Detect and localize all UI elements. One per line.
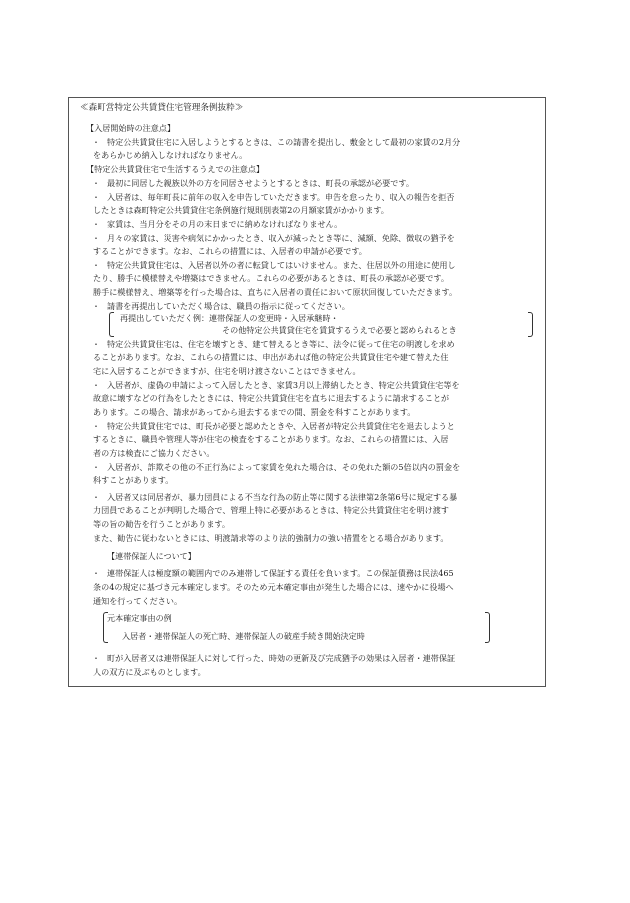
text-line: 【連帯保証人について】	[107, 551, 196, 561]
bullet-mark: ・	[92, 493, 100, 502]
text-line: 最初に同居した親族以外の方を同居させようとするときは、町長の承認が必要です。	[107, 178, 414, 188]
bullet-mark: ・	[92, 463, 100, 472]
bracket-right	[485, 612, 490, 643]
text-line: 力団員であることが判明した場合で、管理上特に必要があるときは、特定公共賃貸住宅を明け渡す	[93, 505, 449, 515]
text-line: また、勧告に従わないときには、明渡請求等のより法的強制力の強い措置をとる場合があります。	[93, 533, 449, 543]
text-line: 元本確定事由の例	[107, 613, 172, 623]
bullet-mark: ・	[92, 422, 100, 431]
bullet-mark: ・	[92, 302, 100, 311]
text-line: 入居者又は同居者が、暴力団員による不当な行為の防止等に関する法律第2条第6号に規定する暴	[107, 492, 458, 502]
document-title: ≪森町営特定公共賃貸住宅管理条例抜粋≫	[80, 103, 244, 113]
bullet-mark: ・	[92, 179, 100, 188]
text-line: 等の旨の勧告を行うことがあります。	[93, 519, 230, 529]
bullet-mark: ・	[92, 261, 100, 270]
text-line: 家賃は、当月分をその月の末日までに納めなければなりません。	[107, 219, 343, 229]
text-line: 通知を行ってください。	[93, 596, 183, 606]
text-line: したときは森町特定公共賃貸住宅条例施行規則別表第2の月額家賃がかかります。	[93, 205, 389, 215]
text-line: あります。この場合、請求があってから退去するまでの間、罰金を科すことがあります。	[93, 407, 416, 417]
text-line: たり、勝手に模様替えや増築はできません。これらの必要があるときは、町長の承認が必要です。	[93, 273, 449, 283]
text-line: 特定公共賃貸住宅は、入居者以外の者に転貸してはいけません。また、住居以外の用途に使用し	[107, 260, 456, 270]
text-line: 再提出していただく例：連帯保証人の変更時・入居承継時・	[120, 313, 339, 323]
text-line: することができます。なお、これらの措置には、入居者の申請が必要です。	[93, 246, 367, 256]
text-line: 入居者・連帯保証人の死亡時、連帯保証人の破産手続き開始決定時	[122, 631, 365, 641]
text-line: 特定公共賃貸住宅では、町長が必要と認めたときや、入居者が特定公共賃貸住宅を退去しようと	[107, 421, 455, 431]
text-line: 町が入居者又は連帯保証人に対して行った、時効の更新及び完成猶予の効果は入居者・連帯保証	[107, 653, 456, 663]
text-line: 【特定公共賃貸住宅で生活するうえでの注意点】	[86, 164, 265, 174]
text-line: 人の双方に及ぶものとします。	[93, 667, 206, 677]
text-line: 連帯保証人は極度額の範囲内でのみ連帯して保証する責任を負います。この保証債務は民法465	[107, 568, 454, 578]
text-line: 請書を再提出していただく場合は、職員の指示に従ってください。	[107, 301, 350, 311]
text-line: 特定公共賃貸住宅は、住宅を壊すとき、建て替えるとき等に、法令に従って住宅の明渡しを求め	[107, 339, 455, 349]
bullet-mark: ・	[92, 654, 100, 663]
bracket-right	[528, 312, 533, 337]
text-line: その他特定公共賃貸住宅を賃貸するうえで必要と認められるとき	[222, 325, 457, 335]
text-line: 入居者は、毎年町長に前年の収入を申告していただきます。申告を怠ったり、収入の報告を拒否	[107, 192, 455, 202]
bullet-mark: ・	[92, 340, 100, 349]
text-line: 故意に壊すなどの行為をしたときには、特定公共賃貸住宅を直ちに退去するように請求することが	[93, 393, 450, 403]
text-line: 特定公共賃貸住宅に入居しようとするときは、この請書を提出し、敷金として最初の家賃の2月分	[107, 137, 461, 147]
bracket-left	[103, 612, 108, 643]
text-line: 【入居開始時の注意点】	[86, 123, 176, 133]
bullet-mark: ・	[92, 381, 100, 390]
bracket-left	[109, 312, 114, 337]
text-line: 宅に入居することができますが、住宅を明け渡さないことはできません。	[93, 366, 361, 376]
text-line: ることがあります。なお、これらの措置には、申出があれば他の特定公共賃貸住宅や建て替えた住	[93, 352, 449, 362]
text-line: をあらかじめ納入しなければなりません。	[93, 150, 248, 160]
text-line: 月々の家賃は、災害や病気にかかったとき、収入が減ったとき等に、減額、免除、徴収の猶予を	[107, 233, 455, 243]
text-line: 条の4の規定に基づき元本確定します。そのため元本確定事由が発生した場合には、速やかに役場へ	[93, 582, 454, 592]
text-line: 入居者が、虚偽の申請によって入居したとき、家賃3月以上滞納したとき、特定公共賃貸住宅等を	[107, 380, 460, 390]
bullet-mark: ・	[92, 193, 100, 202]
text-line: 科すことがあります。	[93, 475, 174, 485]
text-line: 入居者が、詐欺その他の不正行為によって家賃を免れた場合は、その免れた額の5倍以内の罰金を	[107, 462, 461, 472]
text-line: 勝手に模様替え、増築等を行った場合は、直ちに入居者の責任において原状回復していただきます。	[93, 287, 458, 297]
text-line: 者の方は検査にご協力ください。	[93, 448, 215, 458]
bullet-mark: ・	[92, 138, 100, 147]
bullet-mark: ・	[92, 569, 100, 578]
bullet-mark: ・	[92, 234, 100, 243]
text-line: するときに、職員や管理人等が住宅の検査をすることがあります。なお、これらの措置には、入居	[93, 434, 449, 444]
bullet-mark: ・	[92, 220, 100, 229]
